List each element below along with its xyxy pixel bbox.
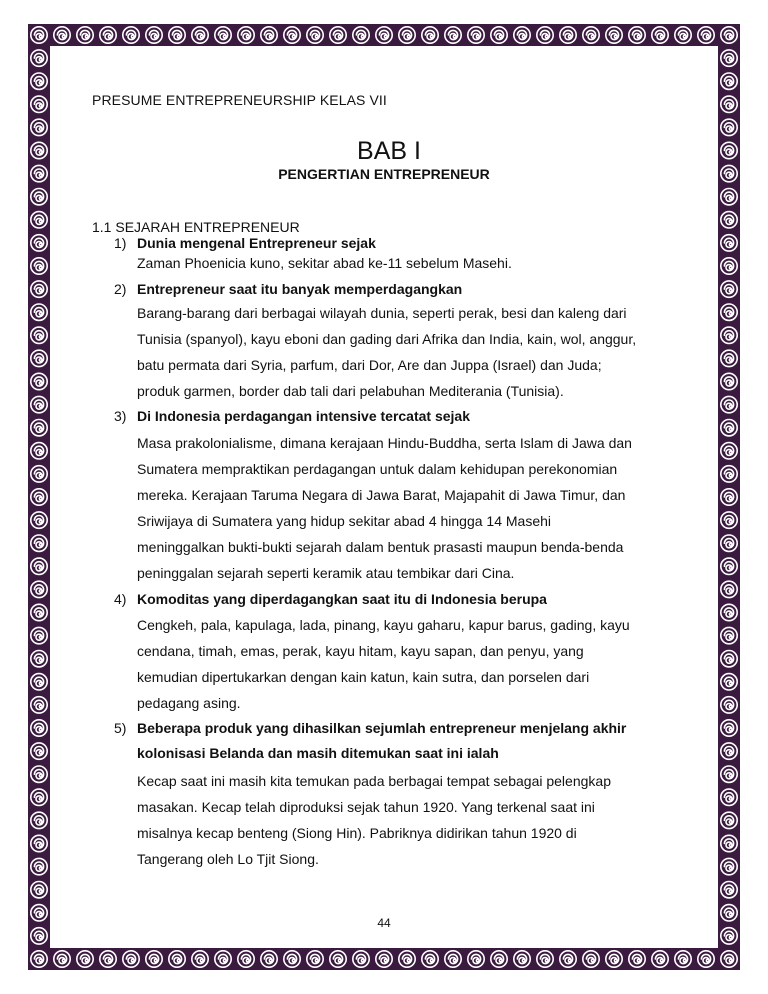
item-text-line: peninggalan sejarah seperti keramik atau tembikar dari Cina. bbox=[137, 565, 515, 581]
page-number: 44 bbox=[377, 916, 391, 930]
item-text-line: cendana, timah, emas, perak, kayu hitam, kayu sapan, dan penyu, yang bbox=[137, 643, 584, 659]
item-text-line: pedagang asing. bbox=[137, 695, 241, 711]
chapter-subtitle: PENGERTIAN ENTREPRENEUR bbox=[278, 166, 490, 182]
item-heading: Komoditas yang diperdagangkan saat itu di Indonesia berupa bbox=[137, 591, 547, 607]
item-text-line: Tunisia (spanyol), kayu eboni dan gading dari Afrika dan India, kain, wol, anggur, bbox=[137, 331, 637, 347]
item-heading: Beberapa produk yang dihasilkan sejumlah entrepreneur menjelang akhir bbox=[137, 720, 627, 736]
item-text-line: Sumatera mempraktikan perdagangan untuk dalam kehidupan perekonomian bbox=[137, 461, 618, 477]
item-number: 2) bbox=[114, 281, 127, 297]
item-number: 1) bbox=[114, 235, 127, 251]
item-text-line: Cengkeh, pala, kapulaga, lada, pinang, kayu gaharu, kapur barus, gading, kayu bbox=[137, 617, 630, 633]
item-text-line: mereka. Kerajaan Taruma Negara di Jawa Barat, Majapahit di Jawa Timur, dan bbox=[137, 487, 626, 503]
item-text-line: Kecap saat ini masih kita temukan pada berbagai tempat sebagai pelengkap bbox=[137, 773, 611, 789]
item-text-line: Sriwijaya di Sumatera yang hidup sekitar abad 4 hingga 14 Masehi bbox=[137, 513, 552, 529]
item-text-line: meninggalkan bukti-bukti sejarah dalam bentuk prasasti maupun benda-benda bbox=[137, 539, 624, 555]
chapter-title: BAB I bbox=[357, 137, 421, 165]
item-text-line: produk garmen, border dab tali dari pelabuhan Mediterania (Tunisia). bbox=[137, 383, 564, 399]
item-text-line: Tangerang oleh Lo Tjit Siong. bbox=[137, 851, 319, 867]
item-heading: Dunia mengenal Entrepreneur sejak bbox=[137, 235, 376, 251]
item-text-line: Zaman Phoenicia kuno, sekitar abad ke-11 sebelum Masehi. bbox=[137, 255, 512, 271]
item-number: 3) bbox=[114, 408, 127, 424]
header-line: PRESUME ENTREPRENEURSHIP KELAS VII bbox=[92, 92, 387, 108]
item-heading: Di Indonesia perdagangan intensive tercatat sejak bbox=[137, 408, 470, 424]
item-text-line: masakan. Kecap telah diproduksi sejak tahun 1920. Yang terkenal saat ini bbox=[137, 799, 595, 815]
item-text-line: kemudian dipertukarkan dengan kain katun, kain sutra, dan porselen dari bbox=[137, 669, 590, 685]
item-text-line: Masa prakolonialisme, dimana kerajaan Hindu-Buddha, serta Islam di Jawa dan bbox=[137, 435, 632, 451]
item-heading-continuation: kolonisasi Belanda dan masih ditemukan saat ini ialah bbox=[137, 745, 499, 761]
section-heading: 1.1 SEJARAH ENTREPRENEUR bbox=[92, 219, 300, 235]
item-number: 4) bbox=[114, 591, 127, 607]
item-text-line: batu permata dari Syria, parfum, dari Dor, Are dan Juppa (Israel) dan Juda; bbox=[137, 357, 602, 373]
item-text-line: Barang-barang dari berbagai wilayah dunia, seperti perak, besi dan kaleng dari bbox=[137, 305, 627, 321]
item-number: 5) bbox=[114, 720, 127, 736]
item-heading: Entrepreneur saat itu banyak memperdagangkan bbox=[137, 281, 463, 297]
item-text-line: misalnya kecap benteng (Siong Hin). Pabriknya didirikan tahun 1920 di bbox=[137, 825, 577, 841]
